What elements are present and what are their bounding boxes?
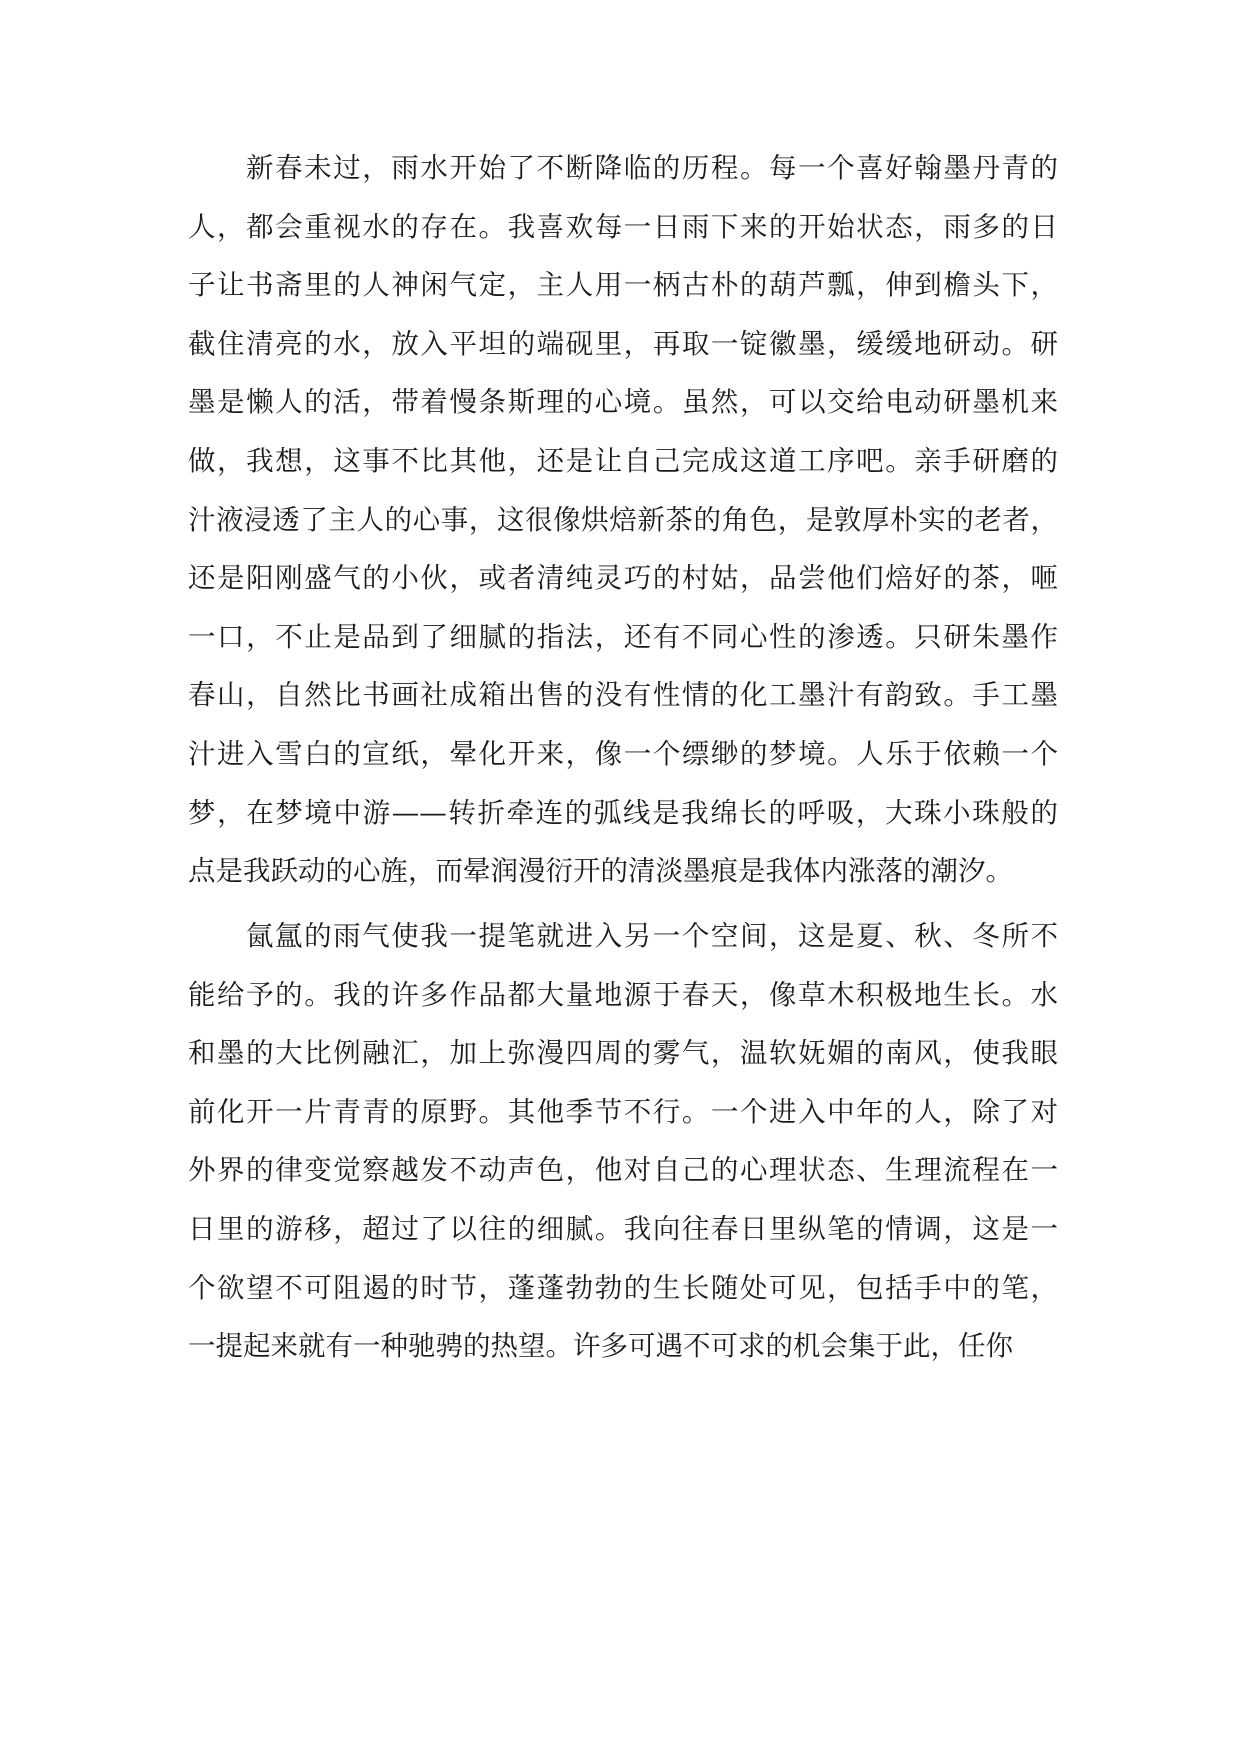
text-line: 子让书斋里的人神闲气定，主人用一柄古朴的葫芦瓢，伸到檐头下， <box>188 269 1058 302</box>
text-line: 个欲望不可阻遏的时节，蓬蓬勃勃的生长随处可见，包括手中的笔， <box>188 1271 1058 1304</box>
text-line: 汁进入雪白的宣纸，晕化开来，像一个缥缈的梦境。人乐于依赖一个 <box>188 738 1058 770</box>
text-line: 汁液浸透了主人的心事，这很像烘焙新茶的角色，是敦厚朴实的老者， <box>188 503 1058 536</box>
text-line: 和墨的大比例融汇，加上弥漫四周的雾气，温软妩媚的南风，使我眼 <box>188 1037 1058 1070</box>
text-line: 氤氲的雨气使我一提笔就进入另一个空间，这是夏、秋、冬所不 <box>246 920 1058 952</box>
text-line: 外界的律变觉察越发不动声色，他对自己的心理状态、生理流程在一 <box>188 1154 1058 1187</box>
text-line: 新春未过，雨水开始了不断降临的历程。每一个喜好翰墨丹青的 <box>246 152 1058 184</box>
text-line: 能给予的。我的许多作品都大量地源于春天，像草木积极地生长。水 <box>188 978 1058 1011</box>
text-line: 梦，在梦境中游——转折牵连的弧线是我绵长的呼吸，大珠小珠般的 <box>188 796 1058 829</box>
text-line: 截住清亮的水，放入平坦的端砚里，再取一锭徽墨，缓缓地研动。研 <box>188 327 1058 360</box>
text-line: 一口，不止是品到了细腻的指法，还有不同心性的渗透。只研朱墨作 <box>188 620 1058 653</box>
text-line: 日里的游移，超过了以往的细腻。我向往春日里纵笔的情调，这是一 <box>188 1213 1058 1245</box>
text-line: 人，都会重视水的存在。我喜欢每一日雨下来的开始状态，雨多的日 <box>188 210 1058 243</box>
text-line: 点是我跃动的心旌，而晕润漫衍开的清淡墨痕是我体内涨落的潮汐。 <box>188 855 1013 888</box>
text-line: 墨是懒人的活，带着慢条斯理的心境。虽然，可以交给电动研墨机来 <box>188 386 1058 419</box>
text-line: 做，我想，这事不比其他，还是让自己完成这道工序吧。亲手研磨的 <box>188 445 1058 477</box>
text-line: 一提起来就有一种驰骋的热望。许多可遇不可求的机会集于此，任你 <box>188 1330 1013 1363</box>
text-line: 春山，自然比书画社成箱出售的没有性情的化工墨汁有韵致。手工墨 <box>188 679 1058 712</box>
text-line: 前化开一片青青的原野。其他季节不行。一个进入中年的人，除了对 <box>188 1095 1058 1128</box>
text-line: 还是阳刚盛气的小伙，或者清纯灵巧的村姑，品尝他们焙好的茶，咂 <box>188 562 1058 595</box>
